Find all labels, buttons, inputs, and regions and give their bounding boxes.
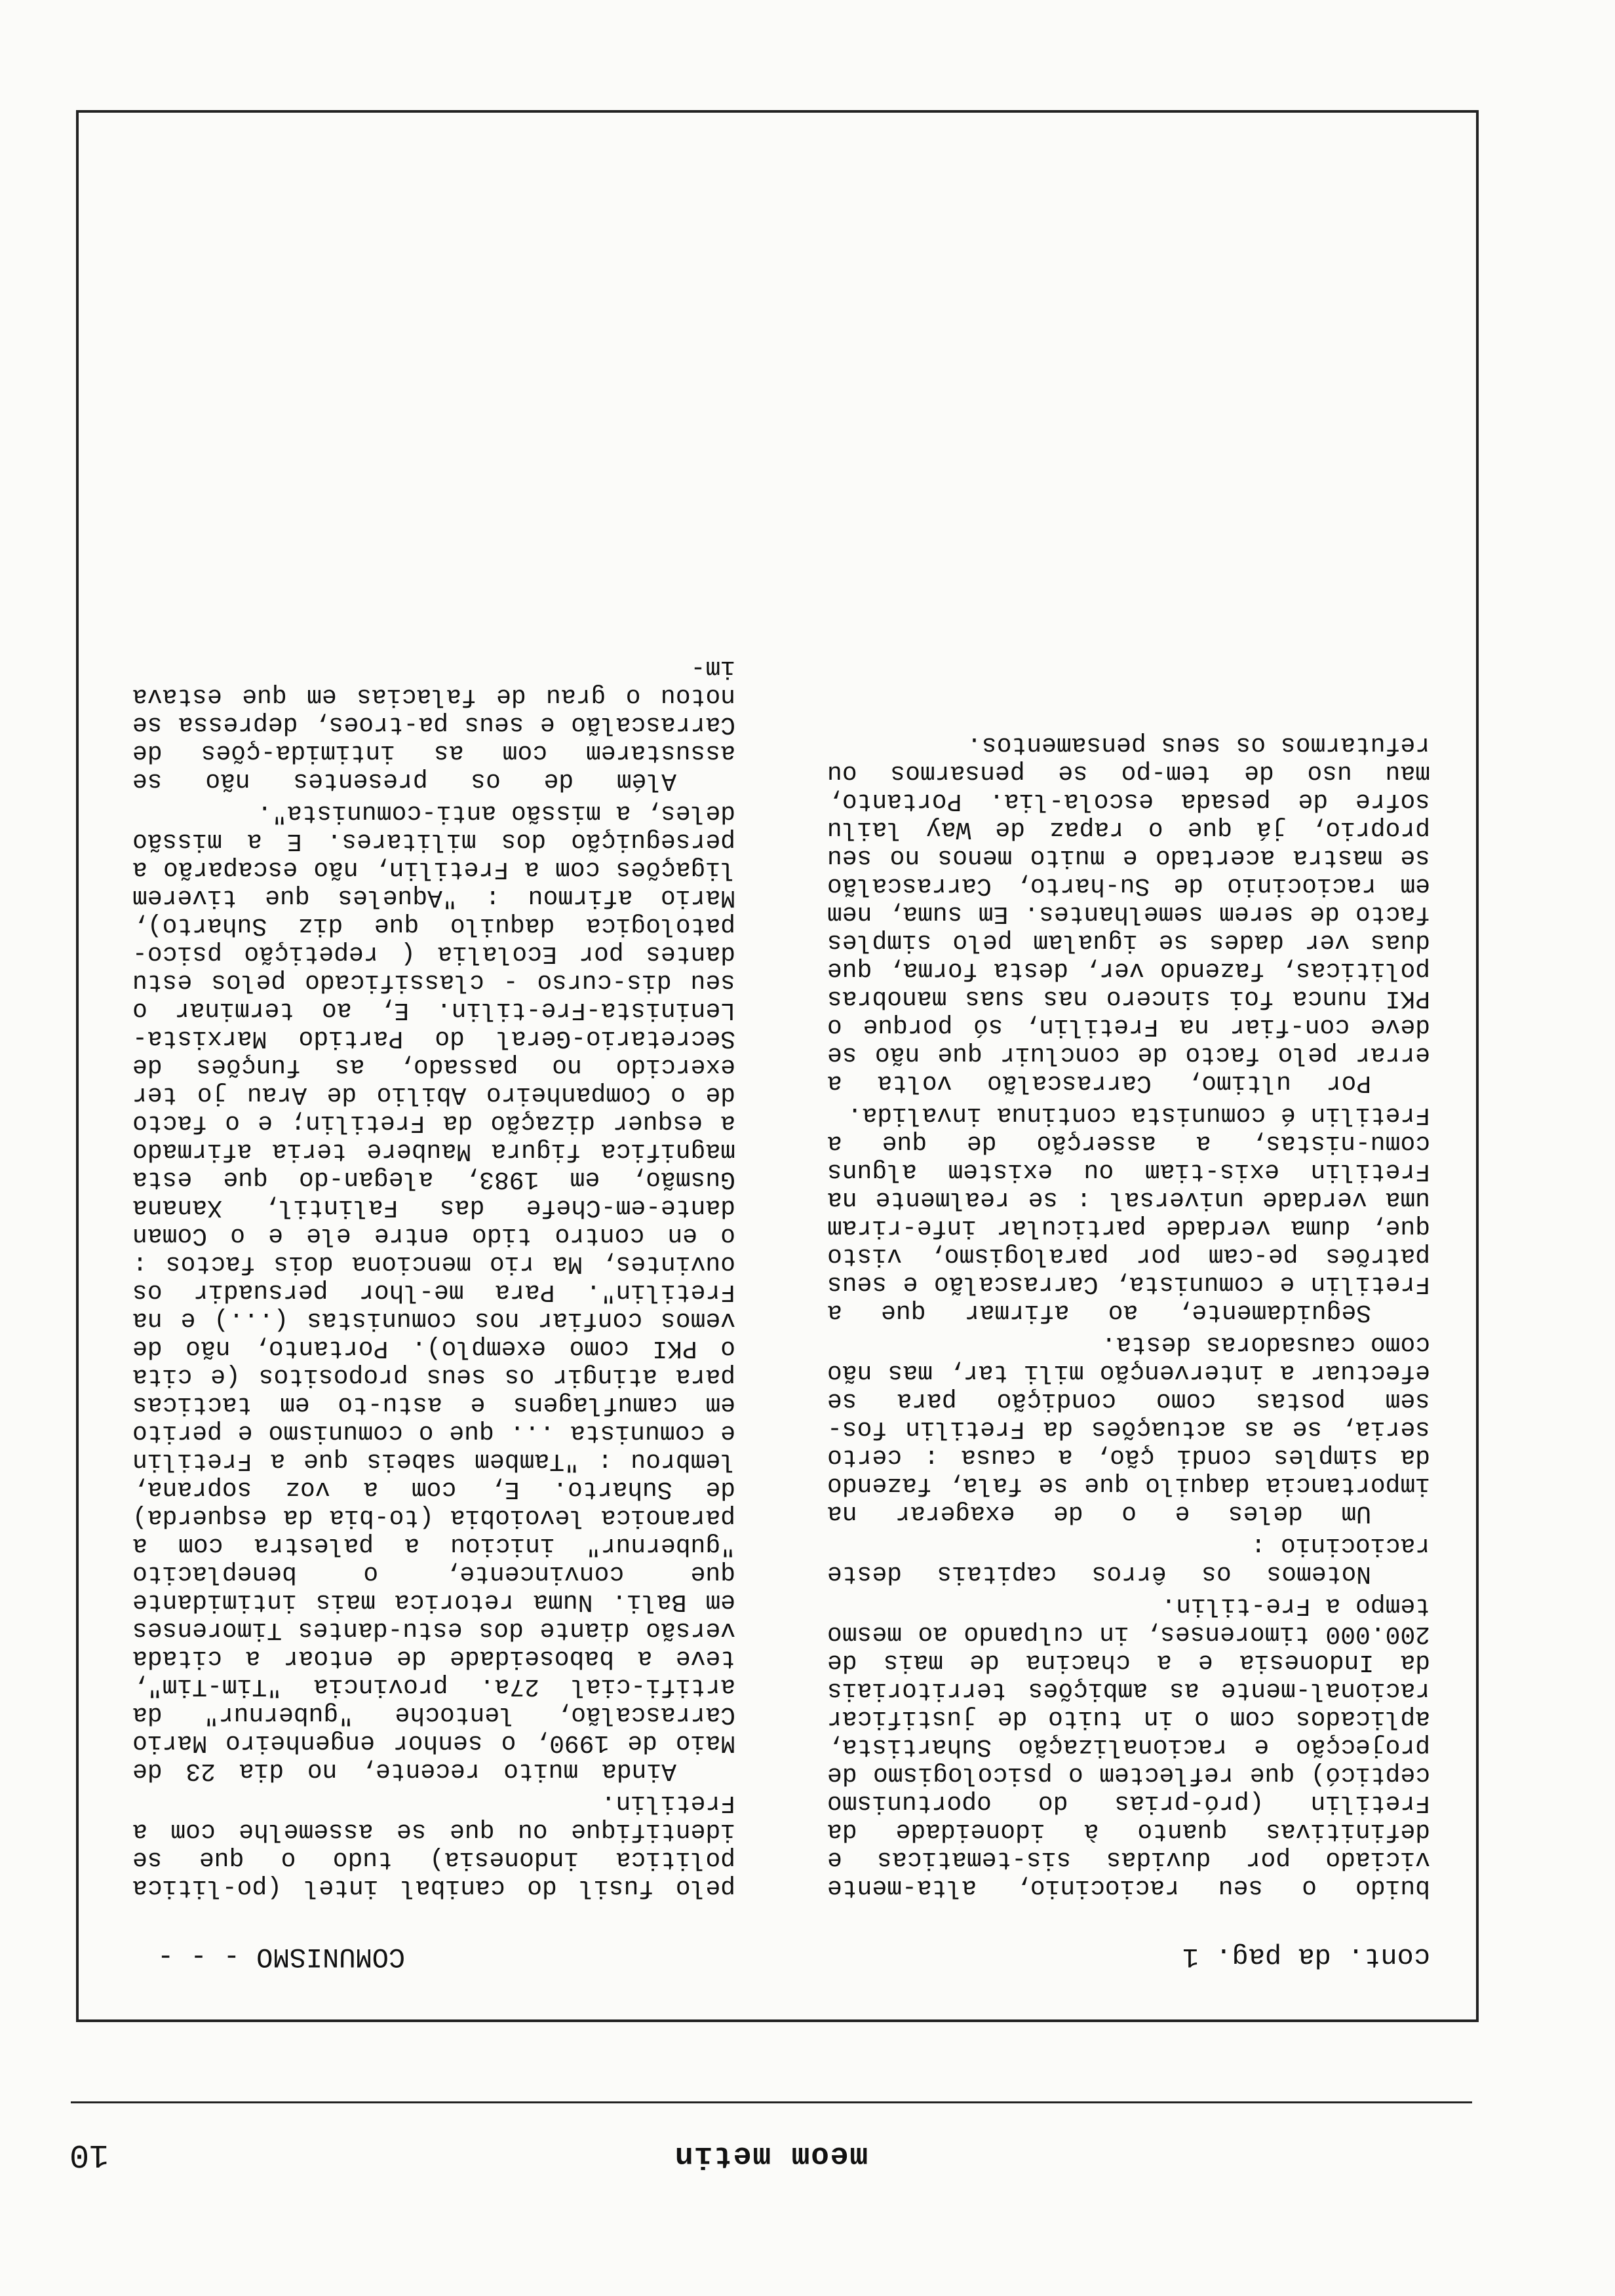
paragraph: Seguidamente, ao afirmar que a Fretilin e comunista, Carrascalão e seus patrões pe-cam por paralogismo, visto que, duma verdade particular infe-riram uma verdade universal : se realmente na Fretilin exis-tiam ou existem alguns comu-nistas, a asserção de que a Fretilin é comunista continua invalida. <box>827 1101 1430 1326</box>
paragraph: buido o seu raciocinio, alta-mente viciado por duvidas sis-tematicas e definitivas quanto à idoneidade da Fretilin (pró-prias do oportunismo cepticó) que reflectem o psicologismo de projecção e racionalização Suhartista, aplicados com o in tuito de justificar racional-mente as ambições territoriais da Indonesia e a chacina de mais de 200.000 timorenses, in culpando ao mesmo tempo a Fre-tilin. <box>827 1592 1430 1902</box>
paragraph: Ainda muito recente, no dia 23 de Maio de 1990, o senhor engenheiro Mario Carrascalão, lentoche "gubernur" da artifi-cial 27a. provincia "Tim-Tim", teve a baboseidade de entoar a citada versão diante dos estu-dantes Timorenses em Bali. Numa retorica mais intimidante que convincente, o beneplacito "gubernur" iniciou a palestra com a paranoica levoiobia (to-bia da esquerda) de Suharto. E, com a voz soprana, lembrou : "Tambem sabeis que a Fretilin e comunista ... que o comunismo e perito em camuflagens e astu-to em tacticas para atingir os seus propositos (e cita o PKI como exemplo). Portanto, não de vemos confiar nos comunistas (...) e na Fretilin". Para me-lhor persuadir os ouvintes, Ma rio menciona dois factos : o en contro tido entre ele e o Coman dante-em-Chefe das Falintil, Xanana Gusmão, em 1983, alegan-do que esta magnifica figura Maubere teria afirmado a esquer dização da Fretilin; e o facto de o Companheiro Abilio de Arau jo ter exercido no passado, as funções de Secretario-Geral do Partido Marxista-Leninista-Fre-tilin. E, ao terminar o seu dis-curso - classificado pelos estu dantes por Ecolalia ( repetição psico-patologica daquilo que diz Suharto), Mario afirmou : "Aqueles que tiverem ligações com a Fretilin, não escaparão a perseguição dos militares. E a missão deles, a missão anti-comunista". <box>132 799 735 1785</box>
page-number: 10 <box>69 2135 109 2173</box>
paragraph: Notemos os êrros capitais deste raciocinio : <box>827 1531 1430 1588</box>
article-frame <box>76 110 1479 2022</box>
paragraph: pelo fusil do canibal intel (po-litica politica indonesia) tudo o que se identifique ou que se assemelhe com a Fretilin. <box>132 1789 735 1902</box>
page-header <box>69 2133 1472 2173</box>
header-rule <box>71 2101 1472 2103</box>
paragraph: Um deles e o de exagerar na importancia daquilo que se fala, fazendo da simples condi ção, a causa : certo seria, se as actuações da Fretilin fos-sem postas como condição para se efectuar a intervenção mili tar, mas não como causadoras desta. <box>827 1330 1430 1527</box>
paragraph: Além de os presentes não se assustarem com as intimida-ções de Carrascalão e seus pa-troes, depressa se notou o grau de falacias em que estava im- <box>132 654 735 795</box>
continued-label: cont. da pag. 1 <box>1182 1941 1430 1972</box>
running-title: meom metin <box>673 2139 868 2173</box>
paragraph: Por ultimo, Carrascalão volta a errar pelo facto de concluir que não se deve con-fiar na Fretilin, só porque o PKI nunca foi sincero nas suas manobras politicas, fazendo ver, desta forma, que duas ver dades se igualam pelo simples facto de serem semelhantes. Em suma, nem em raciocinio de Su-harto, Carrascalão se mastra acertado e muito menos no seu proprio, já que o rapaz de Way lailu sofre de pesada escola-lia. Portanto, mau uso de tem-po se pensarmos ou refutarmos os seus pensamentos. <box>827 731 1430 1097</box>
section-heading: COMUNISMO - - - <box>157 1941 406 1972</box>
right-column <box>132 132 735 1902</box>
left-column <box>827 132 1430 1902</box>
